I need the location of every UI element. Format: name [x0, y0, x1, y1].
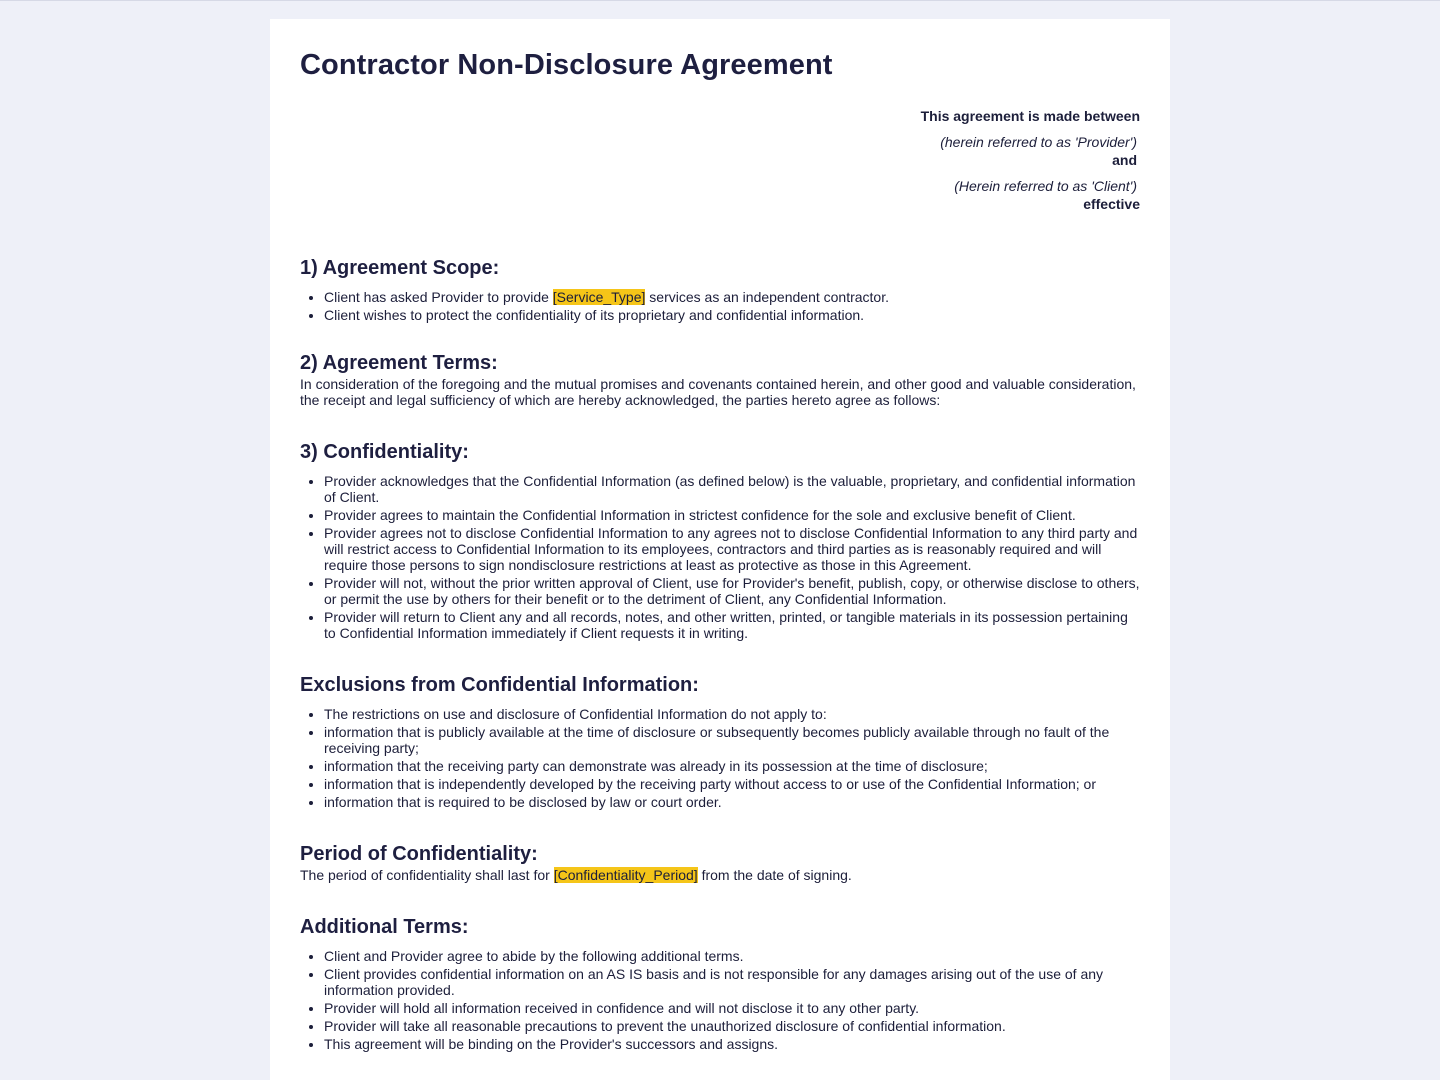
list-item: • Provider agrees to maintain the Confidential Information in strictest confidence for the sole and exclusive benefit of Client. — [324, 507, 1140, 523]
list-item: • Provider acknowledges that the Confidential Information (as defined below) is the valuable, proprietary, and confidential information of Client. — [324, 473, 1140, 505]
list-item: • Client provides confidential information on an AS IS basis and is not responsible for any damages arising out of the use of any information provided. — [324, 966, 1140, 998]
section-heading: Exclusions from Confidential Information: — [300, 674, 699, 696]
list-item: • The restrictions on use and disclosure of Confidential Information do not apply to: — [324, 706, 1140, 722]
client-reference: (Herein referred to as 'Client') — [954, 178, 1137, 194]
section-heading: 3) Confidentiality: — [300, 441, 469, 463]
item-text: services as an independent contractor. — [645, 289, 889, 305]
list-item: • information that the receiving party can demonstrate was already in its possession at the time of disclosure; — [324, 758, 1140, 774]
list-item — [324, 289, 1140, 305]
confidentiality-period-field[interactable]: [Confidentiality_Period] — [553, 867, 698, 883]
effective-label: effective — [1083, 196, 1140, 212]
period-text: The period of confidentiality shall last for — [300, 867, 554, 883]
section-period — [300, 841, 1140, 883]
list-item: • information that is required to be disclosed by law or court order. — [324, 794, 1140, 810]
list-item: • information that is independently developed by the receiving party without access to or use of the Confidential Information; or — [324, 776, 1140, 792]
list-item: • This agreement will be binding on the Provider's successors and assigns. — [324, 1036, 1140, 1052]
and-label: and — [1112, 152, 1137, 168]
additional-list — [300, 948, 1140, 1052]
list-item: • information that is publicly available at the time of disclosure or subsequently becomes publicly available through no fault of the receiving party; — [324, 724, 1140, 756]
section-agreement-scope — [300, 255, 1140, 323]
top-divider — [0, 0, 1440, 1]
exclusions-list — [300, 706, 1140, 810]
period-paragraph — [300, 867, 1140, 883]
period-text: from the date of signing. — [697, 867, 852, 883]
list-item: • Provider will take all reasonable precautions to prevent the unauthorized disclosure of confidential information. — [324, 1018, 1140, 1034]
made-between-label: This agreement is made between — [920, 108, 1140, 124]
section-heading: 1) Agreement Scope: — [300, 257, 500, 279]
parties-block — [300, 107, 1140, 255]
confidentiality-list — [300, 473, 1140, 641]
terms-paragraph: In consideration of the foregoing and the mutual promises and covenants contained herein, and other good and valuable consideration, the receipt and legal sufficiency of which are hereby acknowledged, the parties hereto agree as follows: — [300, 376, 1136, 408]
list-item: • Client wishes to protect the confidentiality of its proprietary and confidential information. — [324, 307, 1140, 323]
list-item: • Provider will hold all information received in confidence and will not disclose it to any other party. — [324, 1000, 1140, 1016]
item-text: Client has asked Provider to provide — [324, 289, 553, 305]
section-additional-terms — [300, 914, 1140, 1052]
provider-reference: (herein referred to as 'Provider') — [940, 134, 1137, 150]
document-title: Contractor Non-Disclosure Agreement — [300, 49, 833, 81]
scope-list — [300, 289, 1140, 323]
document-page — [270, 19, 1170, 1080]
list-item: • Provider will return to Client any and all records, notes, and other written, printed, or tangible materials in its possession pertaining to Confidential Information immediately if Client requests it in writing. — [324, 609, 1140, 641]
list-item: • Client and Provider agree to abide by the following additional terms. — [324, 948, 1140, 964]
section-exclusions — [300, 672, 1140, 810]
section-agreement-terms — [300, 350, 1140, 408]
section-confidentiality — [300, 439, 1140, 641]
list-item: • Provider will not, without the prior written approval of Client, use for Provider's benefit, publish, copy, or otherwise disclose to others, or permit the use by others for their benefit or to the detriment of Client, any Confidential Information. — [324, 575, 1140, 607]
service-type-field[interactable]: [Service_Type] — [552, 289, 646, 305]
section-heading: 2) Agreement Terms: — [300, 352, 498, 374]
section-heading: Additional Terms: — [300, 916, 469, 938]
list-item: • Provider agrees not to disclose Confidential Information to any agrees not to disclose Confidential Information to any third party and will restrict access to Confidential Information to its employees, contractors and third parties as is reasonably required and will require those persons to sign nondisclosure restrictions at least as protective as those in this Agreement. — [324, 525, 1140, 573]
section-heading: Period of Confidentiality: — [300, 843, 538, 865]
